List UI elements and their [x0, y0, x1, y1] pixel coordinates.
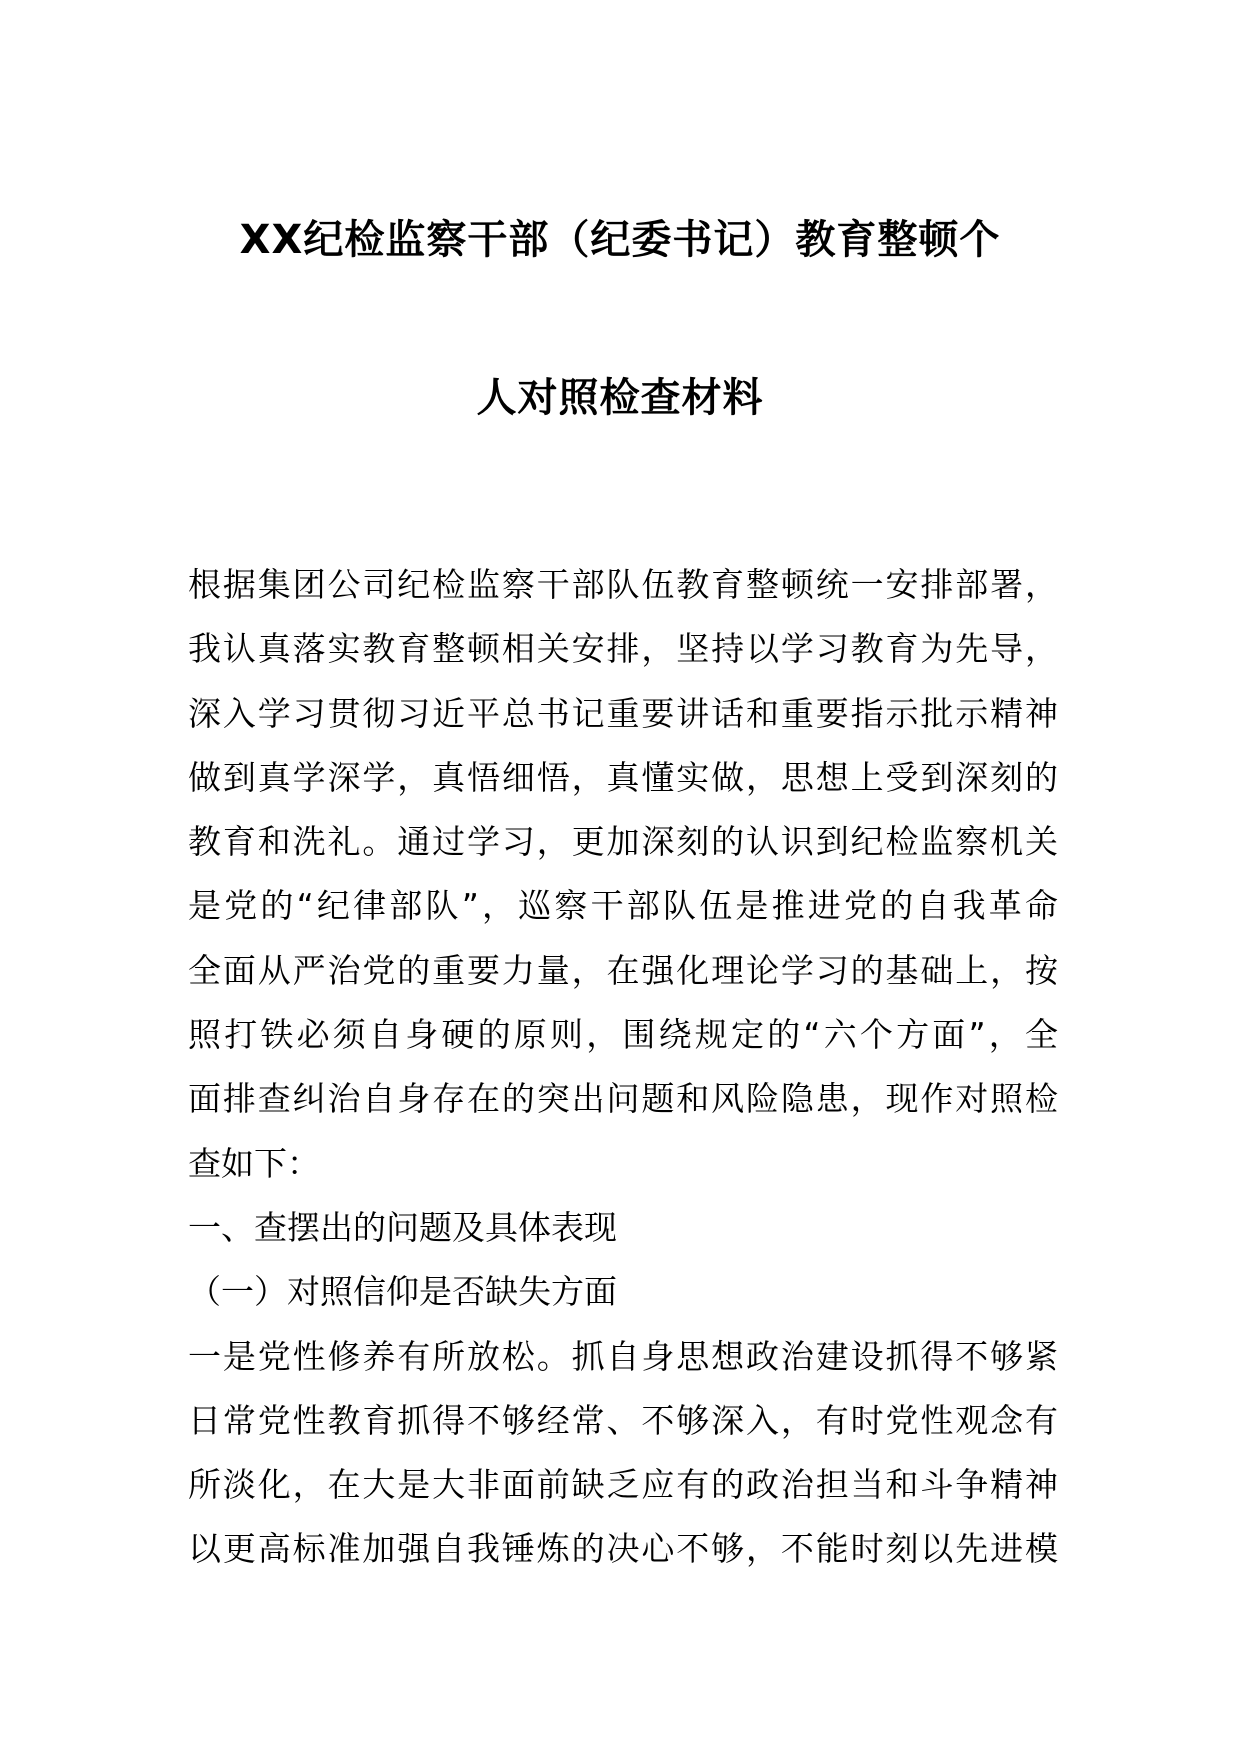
body-line: 以更高标准加强自我锤炼的决心不够，不能时刻以先进模: [188, 1529, 1058, 1569]
section-heading: 一、查摆出的问题及具体表现: [188, 1207, 617, 1247]
body-line: 日常党性教育抓得不够经常、不够深入，有时党性观念有: [188, 1400, 1058, 1440]
body-line: 根据集团公司纪检监察干部队伍教育整顿统一安排部署，: [188, 565, 1058, 604]
body-line: 照打铁必须自身硬的原则，围绕规定的“六个方面”，全: [188, 1015, 1058, 1055]
subsection-heading: （一）对照信仰是否缺失方面: [188, 1272, 617, 1312]
body-line: 做到真学深学，真悟细悟，真懂实做，思想上受到深刻的: [188, 757, 1058, 797]
document-title-line-1: XX纪检监察干部（纪委书记）教育整顿个: [239, 217, 1001, 263]
body-line: 一是党性修养有所放松。抓自身思想政治建设抓得不够紧: [188, 1336, 1058, 1376]
body-line: 全面从严治党的重要力量，在强化理论学习的基础上，按: [188, 950, 1058, 990]
body-line: 教育和洗礼。通过学习，更加深刻的认识到纪检监察机关: [188, 822, 1058, 862]
body-line: 查如下：: [188, 1143, 320, 1183]
document-body: [188, 553, 1058, 1582]
body-line: 我认真落实教育整顿相关安排，坚持以学习教育为先导，: [188, 629, 1058, 669]
body-line: 面排查纠治自身存在的突出问题和风险隐患，现作对照检: [188, 1079, 1058, 1119]
document-title-line-2: 人对照检查材料: [476, 375, 764, 421]
body-line: 所淡化，在大是大非面前缺乏应有的政治担当和斗争精神: [188, 1465, 1058, 1505]
body-line: 是党的“纪律部队”，巡察干部队伍是推进党的自我革命: [188, 886, 1058, 926]
body-line: 深入学习贯彻习近平总书记重要讲话和重要指示批示精神: [188, 693, 1058, 733]
